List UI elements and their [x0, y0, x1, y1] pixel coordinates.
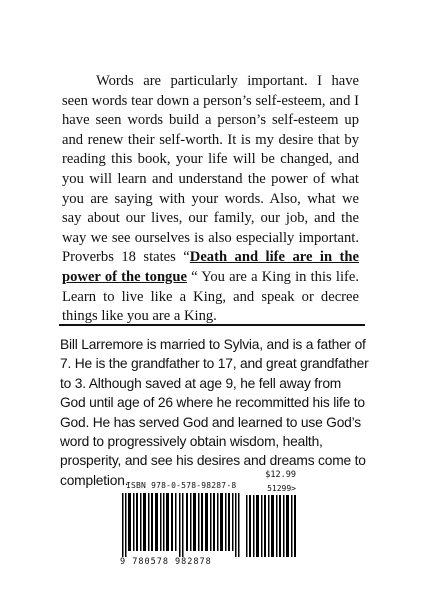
- ean-barcode: [122, 493, 240, 557]
- blurb-paragraph: [62, 72, 359, 327]
- blurb-outro: “ You are a King in this life. Learn to live like a King, and speak or decree things like you are a King.: [62, 268, 359, 325]
- barcode-number: 9 780578 982878: [120, 557, 212, 567]
- author-bio-text: Bill Larremore is married to Sylvia, and is a father of 7. He is the grandfather to 17, and great grandfather to 3. Although saved at age 9, he fell away from God until age of 26 where he recommitted his life to God. He has served God and learned to use God’s word to progressively obtain wisdom, health, prosperity, and see his desires and dreams come to completion.: [60, 337, 369, 488]
- addon-code: 51299>: [267, 484, 296, 493]
- back-cover-blurb: [62, 72, 359, 327]
- isbn-barcode-block: [118, 470, 300, 580]
- price-label: $12.99: [265, 470, 296, 480]
- blurb-intro: Words are particularly important. I have seen words tear down a person’s self-esteem, and I have seen words build a person’s self-esteem up and renew their self-worth. It is my desire that by reading this book, your life will be changed, and you will learn and understand the power of what you are saying with your words. Also, what we say about our lives, our family, our job, and the way we see ourselves is also especially important. Proverbs 18 states “: [62, 73, 359, 266]
- section-divider: [59, 324, 365, 326]
- author-bio: [60, 335, 370, 490]
- price-addon-barcode: [246, 493, 298, 557]
- isbn-label: ISBN 978-0-578-98287-8: [126, 481, 237, 490]
- proverbs-quote: Death and life are in the power of the tongue: [62, 249, 359, 285]
